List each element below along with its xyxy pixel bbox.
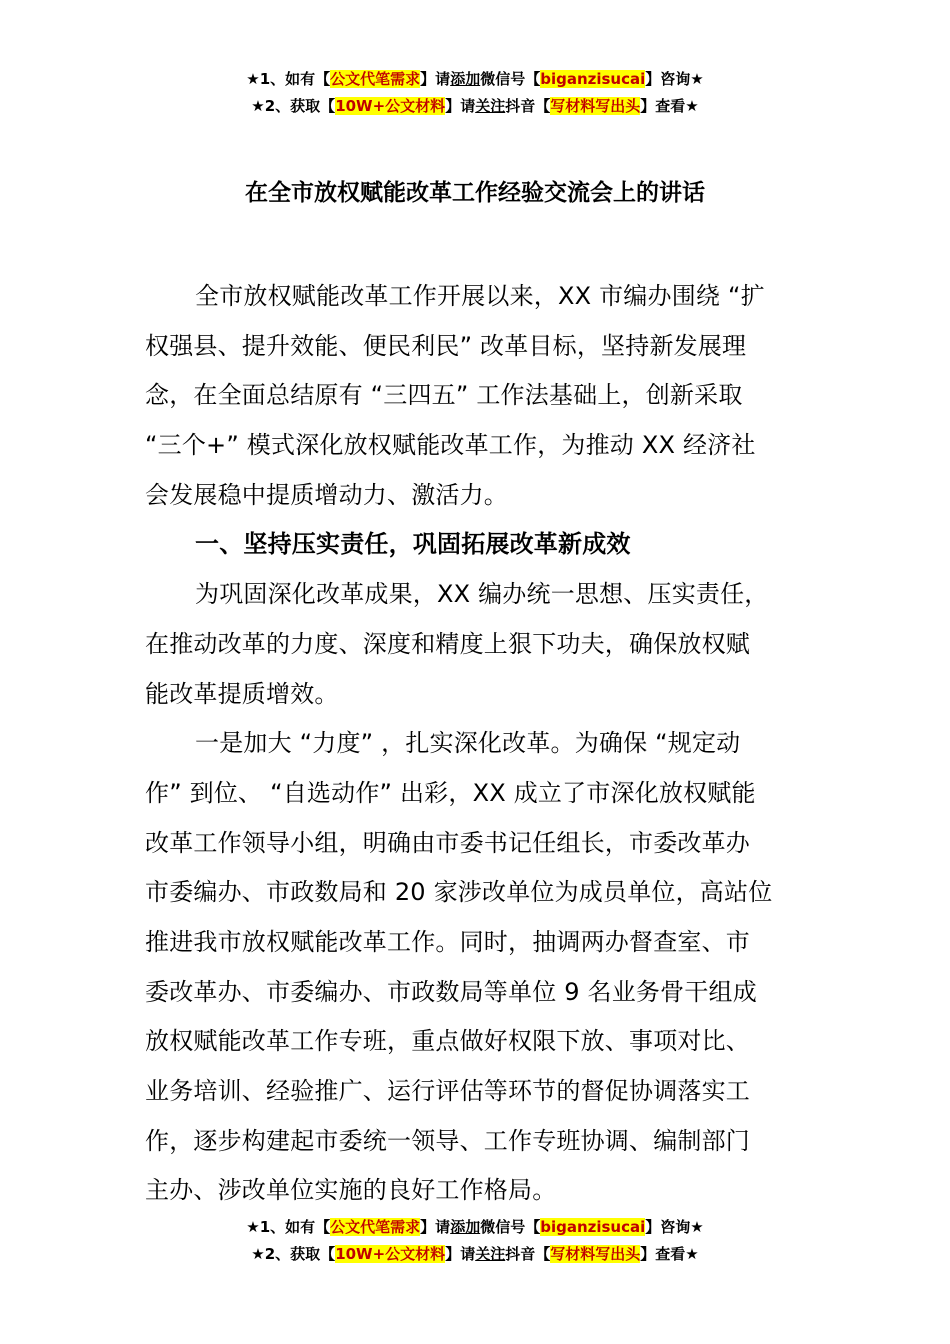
- banner-text: 抖音【: [505, 1245, 551, 1263]
- body-line: 推进我市放权赋能改革工作。同时，抽调两办督查室、市: [145, 927, 750, 956]
- banner-text: 抖音【: [505, 97, 551, 115]
- body-line: 放权赋能改革工作专班，重点做好权限下放、事项对比、: [145, 1027, 750, 1056]
- header-banner: [0, 66, 950, 120]
- highlight-text: 10W+公文材料: [335, 1245, 446, 1263]
- highlight-text: biganzisucai: [540, 1218, 646, 1236]
- footer-banner: [0, 1214, 950, 1268]
- body-line: 能改革提质增效。: [145, 679, 339, 708]
- body-line: 念，在全面总结原有 “三四五” 工作法基础上，创新采取: [145, 381, 743, 410]
- banner-text: 】请: [445, 97, 476, 115]
- banner-text: 】查看★: [640, 1245, 699, 1263]
- body-line: 作” 到位、 “自选动作” 出彩，XX 成立了市深化放权赋能: [145, 778, 756, 807]
- body-line: 业务培训、经验推广、运行评估等环节的督促协调落实工: [145, 1077, 750, 1105]
- banner-text: ★1、如有【: [246, 70, 331, 88]
- body-line: 会发展稳中提质增动力、激活力。: [145, 480, 508, 509]
- banner-line-2: [0, 1241, 950, 1268]
- body-line: 主办、涉改单位实施的良好工作格局。: [145, 1176, 557, 1205]
- highlight-text: 写材料写出头: [550, 97, 641, 115]
- banner-line-1: [0, 1214, 950, 1241]
- banner-text: 】请: [420, 70, 451, 88]
- banner-text: 微信号【: [480, 70, 541, 88]
- banner-text: ★2、获取【: [251, 1245, 336, 1263]
- banner-text: 】咨询★: [645, 1218, 704, 1236]
- body-line: 为巩固深化改革成果，XX 编办统一思想、压实责任，: [195, 580, 769, 609]
- banner-text: ★1、如有【: [246, 1218, 331, 1236]
- underlined-text: 关注: [475, 97, 506, 115]
- banner-text: 】请: [445, 1245, 476, 1263]
- underlined-text: 关注: [475, 1245, 506, 1263]
- body-line: “三个+” 模式深化放权赋能改革工作，为推动 XX 经济社: [145, 431, 756, 460]
- body-line: 市委编办、市政数局和 20 家涉改单位为成员单位，高站位: [145, 878, 773, 907]
- body-line: 一是加大 “力度” ，扎实深化改革。为确保 “规定动: [195, 729, 741, 758]
- highlight-text: 公文代笔需求: [330, 70, 421, 88]
- document-title: 在全市放权赋能改革工作经验交流会上的讲话: [245, 180, 705, 206]
- highlight-text: 写材料写出头: [550, 1245, 641, 1263]
- banner-line-1: [0, 66, 950, 93]
- body-line: 委改革办、市委编办、市政数局等单位 9 名业务骨干组成: [145, 977, 757, 1006]
- highlight-text: biganzisucai: [540, 70, 646, 88]
- section-heading: 一、坚持压实责任，巩固拓展改革新成效: [195, 530, 631, 559]
- document-body: [145, 272, 809, 1216]
- body-line: 权强县、提升效能、便民利民” 改革目标，坚持新发展理: [145, 331, 747, 360]
- body-line: 作，逐步构建起市委统一领导、工作专班协调、编制部门: [145, 1126, 750, 1155]
- body-line: 在推动改革的力度、深度和精度上狠下功夫，确保放权赋: [145, 629, 750, 658]
- banner-text: 】请: [420, 1218, 451, 1236]
- highlight-text: 公文代笔需求: [330, 1218, 421, 1236]
- highlight-text: 10W+公文材料: [335, 97, 446, 115]
- banner-text: 】咨询★: [645, 70, 704, 88]
- underlined-text: 添加: [450, 1218, 481, 1236]
- underlined-text: 添加: [450, 70, 481, 88]
- body-line: 改革工作领导小组，明确由市委书记任组长，市委改革办: [145, 828, 750, 857]
- banner-line-2: [0, 93, 950, 120]
- banner-text: 微信号【: [480, 1218, 541, 1236]
- banner-text: 】查看★: [640, 97, 699, 115]
- body-line: 全市放权赋能改革工作开展以来，XX 市编办围绕 “扩: [195, 282, 765, 310]
- banner-text: ★2、获取【: [251, 97, 336, 115]
